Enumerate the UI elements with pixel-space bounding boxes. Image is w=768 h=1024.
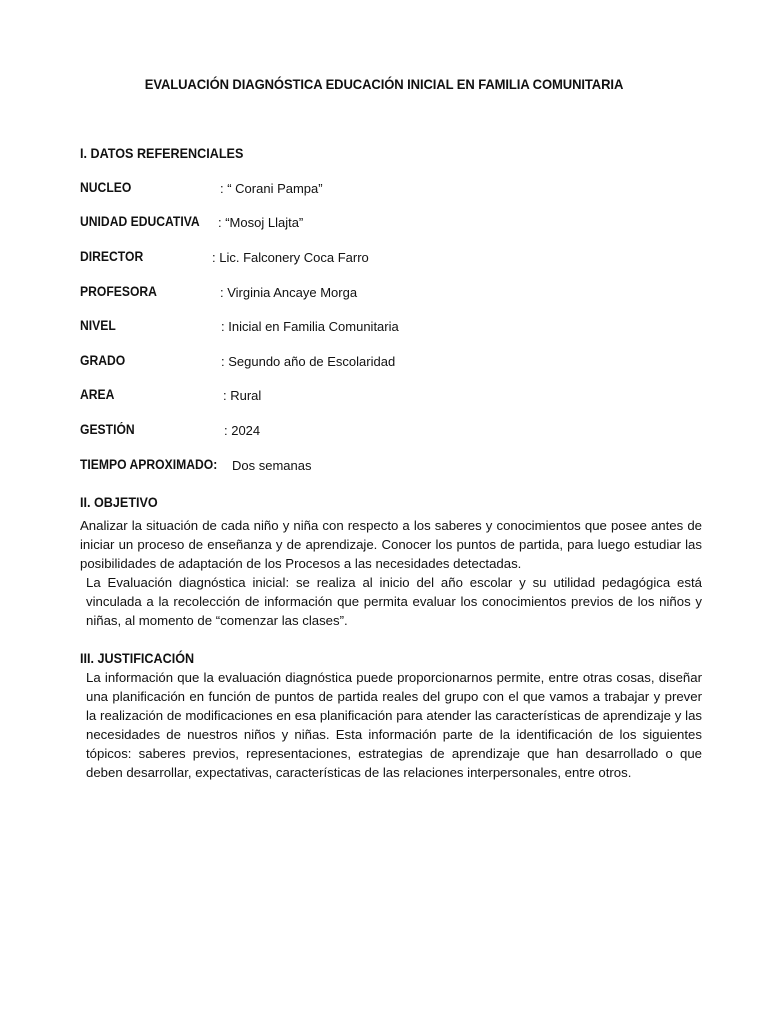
objetivo-paragraph-2: La Evaluación diagnóstica inicial: se realiza al inicio del año escolar y su utilidad pedagógica está vinculada a la recolección de información que permita evaluar los conocimientos previos de los niños y niñas, al momento de “comenzar las clases”. [86,575,702,628]
field-nucleo [80,180,323,196]
field-gestion [80,422,261,438]
field-tiempo-aproximado [80,457,312,473]
field-value: : Segundo año de Escolaridad [221,354,396,369]
field-director [80,249,369,265]
field-label: NIVEL [80,318,116,333]
field-label: PROFESORA [80,284,157,299]
field-value: Dos semanas [232,458,312,473]
section-heading-datos: I. DATOS REFERENCIALES [80,145,244,161]
field-profesora [80,284,358,300]
field-label: TIEMPO APROXIMADO: [80,457,218,472]
section-heading-justificacion: III. JUSTIFICACIÓN [80,650,195,666]
field-label: UNIDAD EDUCATIVA [80,214,200,229]
objetivo-text [80,516,702,630]
field-label: AREA [80,387,115,402]
justificacion-text [80,668,702,782]
field-label: GESTIÓN [80,422,135,437]
field-value: : 2024 [224,423,261,438]
field-grado [80,353,396,369]
field-value: : “Mosoj Llajta” [218,215,304,230]
field-value: : Virginia Ancaye Morga [220,285,358,300]
field-area [80,387,262,403]
field-value: : “ Corani Pampa” [220,181,323,196]
field-value: : Inicial en Familia Comunitaria [221,319,399,334]
field-label: GRADO [80,353,126,368]
document-title: EVALUACIÓN DIAGNÓSTICA EDUCACIÓN INICIAL EN FAMILIA COMUNITARIA [144,76,624,92]
field-value: : Rural [223,388,262,403]
objetivo-paragraph-1: Analizar la situación de cada niño y niña con respecto a los saberes y conocimientos que posee antes de iniciar un proceso de enseñanza y de aprendizaje. Conocer los puntos de partida, para luego estudiar las posibilidades de adaptación de los Procesos a las necesidades detectadas. [80,518,702,571]
justificacion-paragraph: La información que la evaluación diagnóstica puede proporcionarnos permite, entre otras cosas, diseñar una planificación en función de puntos de partida reales del grupo con el que vamos a trabajar y prever la realización de modificaciones en esa planificación para atender las características de aprendizaje y las necesidades de nuestros niños y niñas. Esta información parte de la identificación de los siguientes tópicos: saberes previos, representaciones, estrategias de aprendizaje que han desarrollado o que deben desarrollar, expectativas, características de las relaciones interpersonales, entre otros. [86,670,702,780]
field-unidad-educativa [80,214,304,230]
section-heading-objetivo: II. OBJETIVO [80,494,158,510]
field-nivel [80,318,399,334]
field-label: DIRECTOR [80,249,144,264]
field-value: : Lic. Falconery Coca Farro [212,250,369,265]
field-label: NUCLEO [80,180,132,195]
